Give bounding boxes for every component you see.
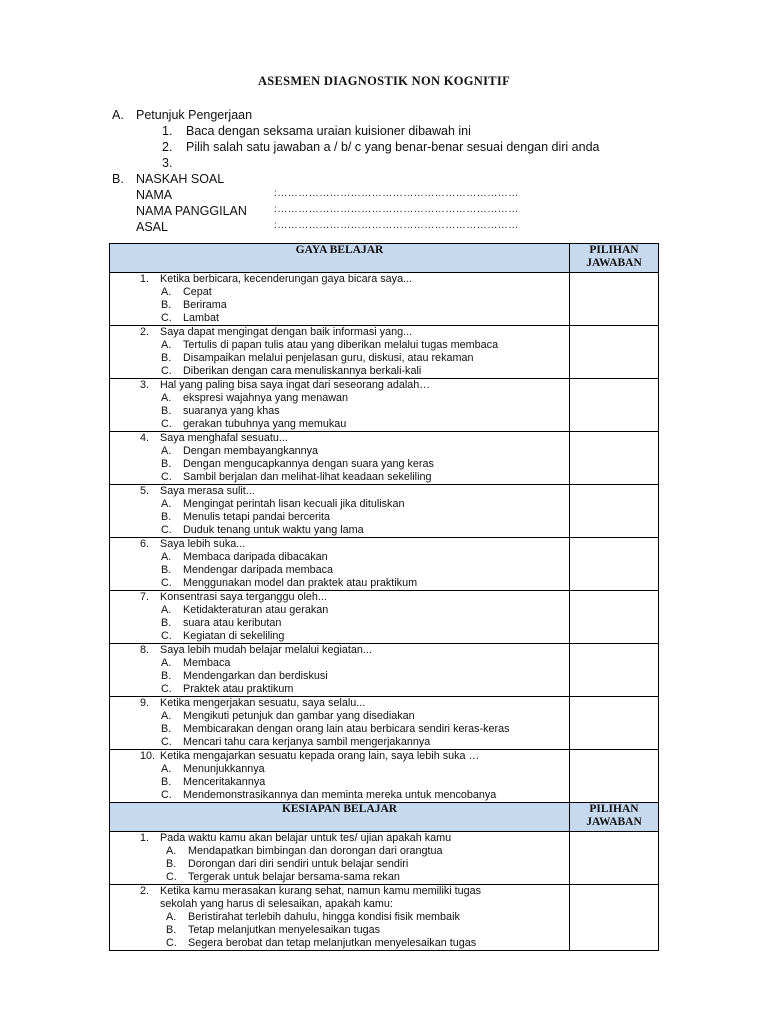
- answer-cell[interactable]: [570, 697, 659, 750]
- option-text: Menunjukkannya: [183, 763, 265, 775]
- option-text: Tertulis di papan tulis atau yang diberikan melalui tugas membaca: [183, 339, 499, 351]
- option-letter: A.: [161, 286, 172, 298]
- question-row: [110, 432, 659, 485]
- option-letter: C.: [166, 871, 177, 883]
- answer-cell[interactable]: [570, 750, 659, 803]
- question-cell: [110, 885, 570, 951]
- answer-option: [110, 365, 569, 378]
- question-text: Ketika berbicara, kecenderungan gaya bicara saya...: [160, 273, 413, 285]
- answer-option: [110, 683, 569, 696]
- question-number: 9.: [140, 697, 150, 709]
- question-text: Saya merasa sulit...: [160, 485, 255, 497]
- answer-option: [110, 789, 569, 802]
- answer-option: [110, 577, 569, 590]
- option-letter: A.: [161, 657, 172, 669]
- question-cell: [110, 750, 570, 803]
- question-row: [110, 644, 659, 697]
- option-text: Mendengarkan dan berdiskusi: [183, 670, 328, 682]
- answer-column-header: PILIHAN JAWABAN: [570, 803, 659, 832]
- answer-column-header: PILIHAN JAWABAN: [570, 244, 659, 273]
- option-text: Menulis tetapi pandai bercerita: [183, 511, 331, 523]
- question-row: [110, 538, 659, 591]
- answer-cell[interactable]: [570, 591, 659, 644]
- option-letter: A.: [161, 710, 172, 722]
- answer-option: [110, 551, 569, 564]
- question-row: [110, 273, 659, 326]
- answer-option: [110, 471, 569, 484]
- question-cell: [110, 644, 570, 697]
- answer-option: [110, 657, 569, 670]
- field-label-nama-panggilan: NAMA PANGGILAN: [136, 204, 247, 218]
- option-text: Berirama: [183, 299, 227, 311]
- option-letter: C.: [161, 683, 172, 695]
- answer-cell[interactable]: [570, 273, 659, 326]
- option-text: Ketidakteraturan atau gerakan: [183, 604, 329, 616]
- question-number: 7.: [140, 591, 150, 603]
- question-text: Konsentrasi saya terganggu oleh...: [160, 591, 327, 603]
- question-number: 3.: [140, 379, 150, 391]
- option-letter: C.: [161, 736, 172, 748]
- question-row: [110, 591, 659, 644]
- question-text: Ketika mengerjakan sesuatu, saya selalu...: [160, 697, 366, 709]
- question-cell: [110, 591, 570, 644]
- option-letter: B.: [161, 776, 172, 788]
- instruction-num: 3.: [162, 156, 173, 170]
- answer-option: [110, 524, 569, 537]
- field-label-asal: ASAL: [136, 220, 168, 234]
- option-letter: B.: [161, 511, 172, 523]
- option-letter: B.: [161, 723, 172, 735]
- instruction-text: Pilih salah satu jawaban a / b/ c yang benar-benar sesuai dengan diri anda: [186, 140, 600, 154]
- option-text: Mengikuti petunjuk dan gambar yang disediakan: [183, 710, 415, 722]
- option-text: gerakan tubuhnya yang memukau: [183, 418, 347, 430]
- question-number: 2.: [140, 885, 150, 897]
- field-label-nama: NAMA: [136, 188, 173, 202]
- answer-cell[interactable]: [570, 379, 659, 432]
- option-text: Segera berobat dan tetap melanjutkan menyelesaikan tugas: [188, 937, 477, 949]
- option-letter: B.: [161, 670, 172, 682]
- option-text: Dorongan dari diri sendiri untuk belajar sendiri: [188, 858, 409, 870]
- question-text: Pada waktu kamu akan belajar untuk tes/ ujian apakah kamu: [160, 832, 452, 844]
- answer-cell[interactable]: [570, 432, 659, 485]
- question-cell: [110, 273, 570, 326]
- answer-option: [110, 498, 569, 511]
- question-row: [110, 379, 659, 432]
- table-header-row: [110, 803, 659, 832]
- option-text: Beristirahat terlebih dahulu, hingga kondisi fisik membaik: [188, 911, 460, 923]
- answer-option: [110, 763, 569, 776]
- option-text: Tergerak untuk belajar bersama-sama rekan: [188, 871, 400, 883]
- instruction-num: 2.: [162, 140, 173, 154]
- answer-option: [110, 511, 569, 524]
- option-letter: C.: [166, 937, 177, 949]
- option-letter: A.: [161, 763, 172, 775]
- question-text: Ketika mengajarkan sesuatu kepada orang lain, saya lebih suka …: [160, 750, 480, 762]
- option-text: Kegiatan di sekeliling: [183, 630, 285, 642]
- question-number: 8.: [140, 644, 150, 656]
- instruction-text: Baca dengan seksama uraian kuisioner dibawah ini: [186, 124, 471, 138]
- answer-option: [110, 352, 569, 365]
- answer-option: [110, 776, 569, 789]
- option-letter: B.: [161, 352, 172, 364]
- questionnaire-table: [109, 243, 659, 951]
- question-row: [110, 697, 659, 750]
- answer-cell[interactable]: [570, 485, 659, 538]
- question-text: Saya lebih mudah belajar melalui kegiatan...: [160, 644, 372, 656]
- question-number: 10.: [140, 750, 156, 762]
- field-line-nama[interactable]: :……………………………………………………………: [274, 188, 519, 199]
- instruction-num: 1.: [162, 124, 173, 138]
- option-letter: B.: [166, 924, 177, 936]
- answer-option: [110, 710, 569, 723]
- option-text: Membaca daripada dibacakan: [183, 551, 328, 563]
- section-b-heading: NASKAH SOAL: [136, 172, 225, 186]
- question-row: [110, 750, 659, 803]
- option-letter: A.: [166, 845, 177, 857]
- option-text: Menceritakannya: [183, 776, 266, 788]
- answer-cell[interactable]: [570, 538, 659, 591]
- section-b-letter: B.: [112, 172, 124, 186]
- question-text: Ketika kamu merasakan kurang sehat, namun kamu memiliki tugas: [160, 885, 482, 897]
- option-letter: C.: [161, 630, 172, 642]
- question-number: 2.: [140, 326, 150, 338]
- answer-option: [110, 845, 569, 858]
- option-letter: C.: [161, 471, 172, 483]
- option-letter: A.: [166, 911, 177, 923]
- option-text: Sambil berjalan dan melihat-lihat keadaan sekeliling: [183, 471, 432, 483]
- option-letter: B.: [161, 564, 172, 576]
- option-letter: B.: [161, 299, 172, 311]
- answer-cell[interactable]: [570, 832, 659, 885]
- option-text: Mendapatkan bimbingan dan dorongan dari orangtua: [188, 845, 443, 857]
- page-title: ASESMEN DIAGNOSTIK NON KOGNITIF: [257, 74, 511, 88]
- option-letter: B.: [161, 617, 172, 629]
- option-text: Lambat: [183, 312, 220, 324]
- question-number: 1.: [140, 832, 150, 844]
- option-text: Disampaikan melalui penjelasan guru, diskusi, atau rekaman: [183, 352, 474, 364]
- question-text-continued: sekolah yang harus di selesaikan, apakah kamu:: [160, 898, 393, 910]
- option-text: Mendemonstrasikannya dan meminta mereka untuk mencobanya: [183, 789, 497, 801]
- question-row: [110, 885, 659, 951]
- section-a-letter: A.: [112, 108, 124, 122]
- question-text: Saya menghafal sesuatu...: [160, 432, 288, 444]
- question-text: Saya dapat mengingat dengan baik informasi yang...: [160, 326, 413, 338]
- answer-option: [110, 418, 569, 431]
- option-text: Mengingat perintah lisan kecuali jika dituliskan: [183, 498, 405, 510]
- option-text: Dengan mengucapkannya dengan suara yang keras: [183, 458, 434, 470]
- option-letter: C.: [161, 365, 172, 377]
- option-text: Membicarakan dengan orang lain atau berbicara sendiri keras-keras: [183, 723, 510, 735]
- option-letter: C.: [161, 524, 172, 536]
- option-text: Cepat: [183, 286, 212, 298]
- answer-option: [110, 937, 569, 950]
- option-text: suaranya yang khas: [183, 405, 280, 417]
- answer-option: [110, 911, 569, 924]
- question-cell: [110, 326, 570, 379]
- section-a-heading: Petunjuk Pengerjaan: [136, 108, 253, 122]
- option-letter: A.: [161, 339, 172, 351]
- answer-option: [110, 564, 569, 577]
- option-text: Menggunakan model dan praktek atau praktikum: [183, 577, 418, 589]
- answer-option: [110, 286, 569, 299]
- question-row: [110, 326, 659, 379]
- section-header: KESIAPAN BELAJAR: [110, 803, 570, 832]
- option-letter: C.: [161, 312, 172, 324]
- answer-cell[interactable]: [570, 644, 659, 697]
- option-letter: A.: [161, 498, 172, 510]
- option-text: Membaca: [183, 657, 231, 669]
- answer-option: [110, 312, 569, 325]
- answer-option: [110, 299, 569, 312]
- question-row: [110, 832, 659, 885]
- field-line-nama-panggilan[interactable]: :……………………………………………………………: [274, 204, 519, 215]
- answer-option: [110, 736, 569, 749]
- question-number: 5.: [140, 485, 150, 497]
- question-cell: [110, 697, 570, 750]
- option-letter: C.: [161, 577, 172, 589]
- option-text: Diberikan dengan cara menuliskannya berkali-kali: [183, 365, 422, 377]
- answer-option: [110, 924, 569, 937]
- field-line-asal[interactable]: :……………………………………………………………: [274, 220, 519, 231]
- answer-cell[interactable]: [570, 326, 659, 379]
- option-letter: A.: [161, 604, 172, 616]
- question-cell: [110, 379, 570, 432]
- option-letter: B.: [161, 405, 172, 417]
- answer-option: [110, 630, 569, 643]
- question-text: Saya lebih suka...: [160, 538, 246, 550]
- question-text: Hal yang paling bisa saya ingat dari seseorang adalah…: [160, 379, 431, 391]
- option-text: Praktek atau praktikum: [183, 683, 294, 695]
- question-cell: [110, 538, 570, 591]
- section-header: GAYA BELAJAR: [110, 244, 570, 273]
- answer-option: [110, 670, 569, 683]
- option-text: ekspresi wajahnya yang menawan: [183, 392, 349, 404]
- option-text: Duduk tenang untuk waktu yang lama: [183, 524, 364, 536]
- answer-option: [110, 871, 569, 884]
- answer-option: [110, 405, 569, 418]
- option-text: Mencari tahu cara kerjanya sambil mengerjakannya: [183, 736, 431, 748]
- option-letter: A.: [161, 551, 172, 563]
- answer-cell[interactable]: [570, 885, 659, 951]
- option-text: Tetap melanjutkan menyelesaikan tugas: [188, 924, 381, 936]
- question-cell: [110, 832, 570, 885]
- option-letter: C.: [161, 418, 172, 430]
- option-text: Dengan membayangkannya: [183, 445, 319, 457]
- answer-option: [110, 458, 569, 471]
- answer-option: [110, 723, 569, 736]
- option-letter: C.: [161, 789, 172, 801]
- option-letter: B.: [166, 858, 177, 870]
- option-letter: A.: [161, 392, 172, 404]
- option-letter: B.: [161, 458, 172, 470]
- table-header-row: [110, 244, 659, 273]
- option-text: Mendengar daripada membaca: [183, 564, 334, 576]
- question-number: 1.: [140, 273, 150, 285]
- answer-option: [110, 445, 569, 458]
- question-number: 6.: [140, 538, 150, 550]
- option-letter: A.: [161, 445, 172, 457]
- answer-option: [110, 858, 569, 871]
- answer-option: [110, 392, 569, 405]
- answer-option: [110, 604, 569, 617]
- answer-option: [110, 617, 569, 630]
- option-text: suara atau keributan: [183, 617, 282, 629]
- answer-option: [110, 339, 569, 352]
- question-number: 4.: [140, 432, 150, 444]
- question-cell: [110, 432, 570, 485]
- question-row: [110, 485, 659, 538]
- question-cell: [110, 485, 570, 538]
